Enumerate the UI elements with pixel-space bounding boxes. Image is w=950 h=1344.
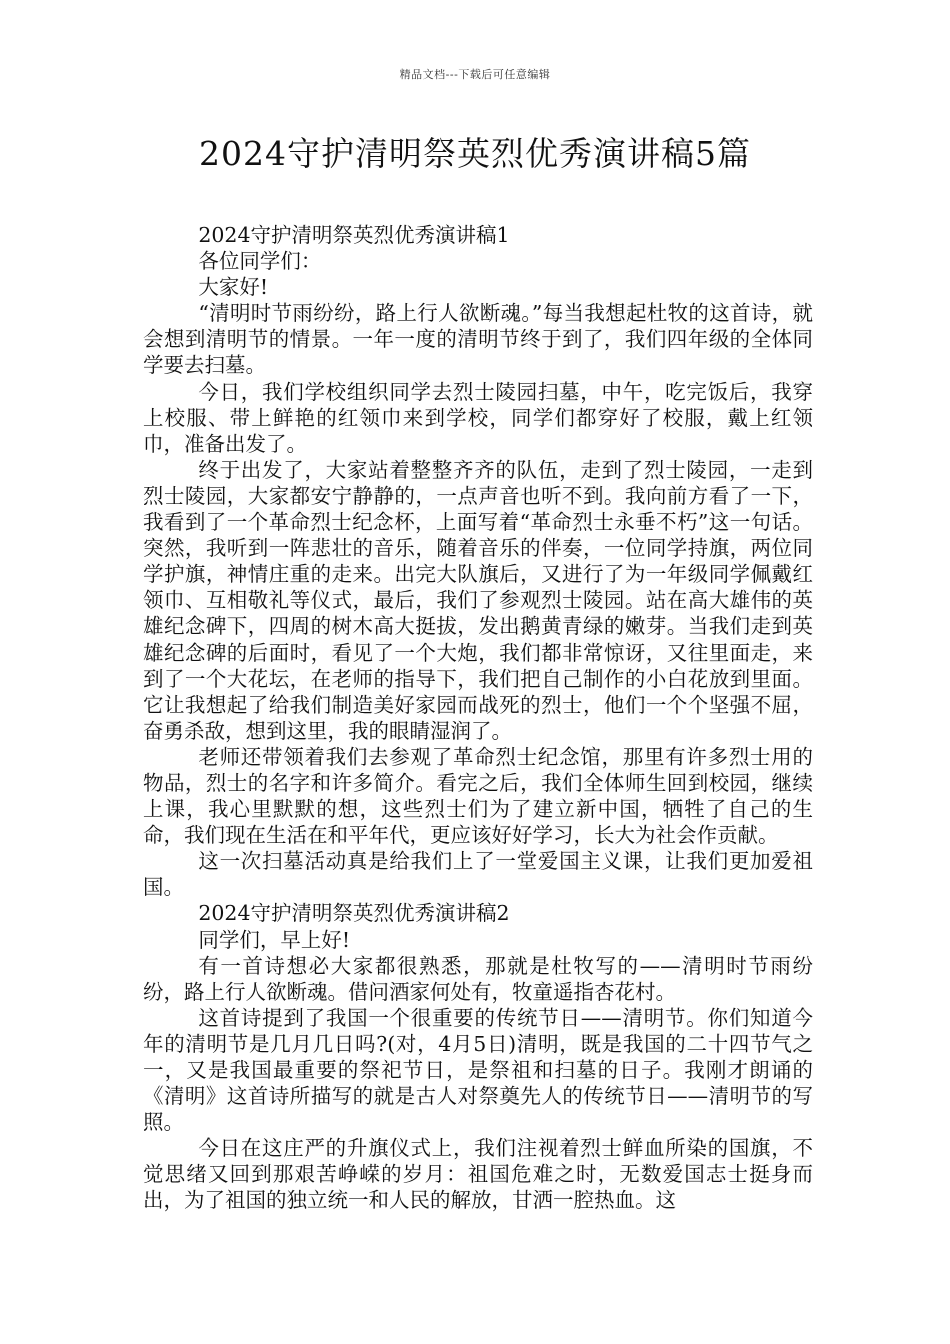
- body-paragraph: 老师还带领着我们去参观了革命烈士纪念馆，那里有许多烈士用的物品，烈士的名字和许多简介。看完之后，我们全体师生回到校园，继续上课，我心里默默的想，这些烈士们为了建立新中国，牺牲了自己的生命，我们现在生活在和平年代，更应该好好学习，长大为社会作贡献。: [143, 744, 813, 848]
- greeting: 同学们，早上好!: [198, 927, 351, 952]
- body-paragraph: 这首诗提到了我国一个很重要的传统节日——清明节。你们知道今年的清明节是几月几日吗?(对，4月5日)清明，既是我国的二十四节气之一，又是我国最重要的祭祀节日，是祭祖和扫墓的日子。我刚才朗诵的《清明》这首诗所描写的就是古人对祭奠先人的传统节日——清明节的写照。: [143, 1005, 813, 1135]
- body-paragraph: 有一首诗想必大家都很熟悉，那就是杜牧写的——清明时节雨纷纷，路上行人欲断魂。借问酒家何处有，牧童遥指杏花村。: [143, 953, 813, 1004]
- body-paragraph: 终于出发了，大家站着整整齐齐的队伍，走到了烈士陵园，一走到烈士陵园，大家都安宁静静的，一点声音也听不到。我向前方看了一下，我看到了一个革命烈士纪念杯，上面写着“革命烈士永垂不朽”这一句话。突然，我听到一阵悲壮的音乐，随着音乐的伴奏，一位同学持旗，两位同学护旗，神情庄重的走来。出完大队旗后，又进行了为一年级同学佩戴红领巾、互相敬礼等仪式，最后，我们了参观烈士陵园。站在高大雄伟的英雄纪念碑下，四周的树木高大挺拔，发出鹅黄青绿的嫩芽。当我们走到英雄纪念碑的后面时，看见了一个大炮，我们都非常惊讶，又往里面走，来到了一个大花坛，在老师的指导下，我们把自己制作的小白花放到里面。它让我想起了给我们制造美好家园而战死的烈士，他们一个个坚强不屈，奋勇杀敌，想到这里，我的眼睛湿润了。: [143, 457, 813, 743]
- section-heading-2: 2024守护清明祭英烈优秀演讲稿2: [198, 901, 510, 926]
- salutation: 各位同学们：: [198, 249, 322, 274]
- body-paragraph: “清明时节雨纷纷，路上行人欲断魂。”每当我想起杜牧的这首诗，就会想到清明节的情景。一年一度的清明节终于到了，我们四年级的全体同学要去扫墓。: [143, 301, 813, 378]
- section-heading-1: 2024守护清明祭英烈优秀演讲稿1: [198, 223, 510, 247]
- body-paragraph: 这一次扫墓活动真是给我们上了一堂爱国主义课，让我们更加爱祖国。: [143, 849, 813, 900]
- body-paragraph: 今日在这庄严的升旗仪式上，我们注视着烈士鲜血所染的国旗，不觉思绪又回到那艰苦峥嵘的岁月：祖国危难之时，无数爱国志士挺身而出，为了祖国的独立统一和人民的解放，甘洒一腔热血。这: [143, 1136, 813, 1213]
- document-body: [143, 222, 813, 1214]
- page-header-note: 精品文档---下载后可任意编辑: [399, 68, 551, 81]
- body-paragraph: 今日，我们学校组织同学去烈士陵园扫墓，中午，吃完饭后，我穿上校服、带上鲜艳的红领巾来到学校，同学们都穿好了校服，戴上红领巾，准备出发了。: [143, 379, 813, 456]
- greeting: 大家好!: [198, 275, 269, 300]
- document-title: 2024守护清明祭英烈优秀演讲稿5篇: [199, 134, 751, 173]
